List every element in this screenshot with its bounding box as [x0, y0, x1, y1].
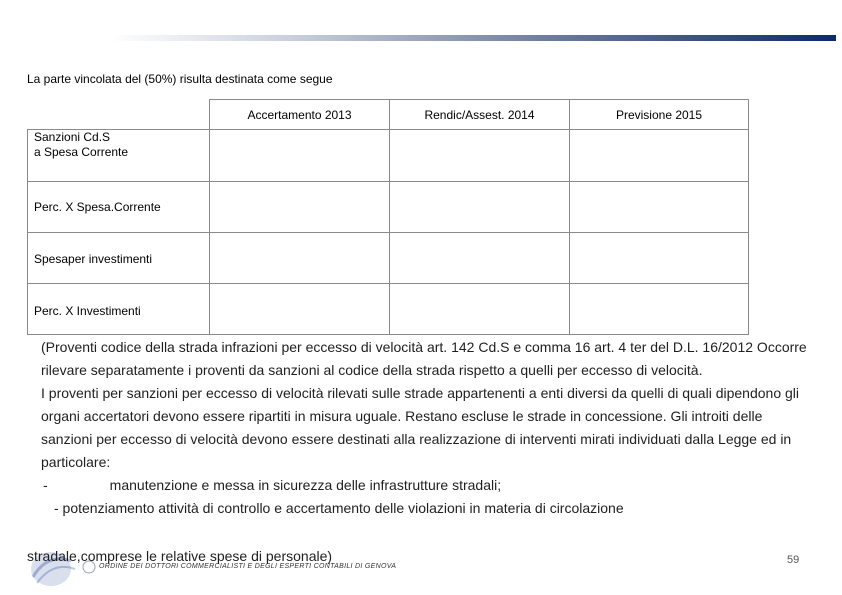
- paragraph: I proventi per sanzioni per eccesso di velocità rilevati sulle strade appartenenti a enti diversi da quelli di quali dipendono gli organi accertatori devono essere ripartiti in misura uguale. Restano escluse le strade in concessione. Gli introiti delle sanzioni per eccesso di velocità devono essere destinati alla realizzazione di interventi mirati individuati dalla Legge ed in particolare:: [41, 385, 800, 470]
- column-header: Previsione 2015: [570, 100, 749, 130]
- table-cell: [570, 182, 749, 233]
- table-cell: [390, 182, 570, 233]
- paragraph: (Proventi codice della strada infrazioni per eccesso di velocità art. 142 Cd.S e comma 16 art. 4 ter del D.L. 16/2012 Occorre rilevare separatamente i proventi da sanzioni al codice della strada rispetto a quelli per eccesso di velocità.: [41, 339, 807, 378]
- row-label: Perc. X Spesa.Corrente: [28, 182, 210, 233]
- footer: [27, 547, 817, 587]
- body-text: [27, 336, 817, 520]
- table-header-row: [28, 100, 749, 130]
- table-row: [28, 233, 749, 284]
- header-accent-bar: [110, 35, 836, 41]
- table-cell: [210, 284, 390, 335]
- table-cell: [210, 130, 390, 182]
- row-label: [28, 130, 210, 182]
- allocation-table: [27, 99, 749, 335]
- table-cell: [570, 130, 749, 182]
- intro-text: La parte vincolata del (50%) risulta destinata come segue: [27, 72, 333, 86]
- table-cell: [210, 182, 390, 233]
- page-number: 59: [787, 554, 800, 566]
- column-header: Rendic/Assest. 2014: [390, 100, 570, 130]
- table-cell: [570, 284, 749, 335]
- table-row: [28, 130, 749, 182]
- table-cell: [570, 233, 749, 284]
- table-cell: [390, 233, 570, 284]
- footer-caption: stradale,comprese le relative spese di personale): [27, 548, 333, 564]
- organization-name: ORDINE DEI DOTTORI COMMERCIALISTI E DEGLI ESPERTI CONTABILI DI GENOVA: [99, 563, 397, 570]
- column-header: Accertamento 2013: [210, 100, 390, 130]
- row-label: Perc. X Investimenti: [28, 284, 210, 335]
- table-row: [28, 182, 749, 233]
- table-cell: [390, 284, 570, 335]
- row-label-line: a Spesa Corrente: [34, 145, 129, 159]
- list-item: - potenziamento attività di controllo e accertamento delle violazioni in materia di circolazione: [54, 500, 624, 516]
- row-label-line: Sanzioni Cd.S: [34, 130, 111, 144]
- table-row: [28, 284, 749, 335]
- row-label: Spesaper investimenti: [28, 233, 210, 284]
- table-cell: [390, 130, 570, 182]
- list-dash: -: [43, 477, 48, 493]
- table-header-empty: [28, 100, 210, 130]
- list-item-text: manutenzione e messa in sicurezza delle infrastrutture stradali;: [109, 477, 502, 493]
- table-cell: [210, 233, 390, 284]
- list-item: [27, 474, 817, 497]
